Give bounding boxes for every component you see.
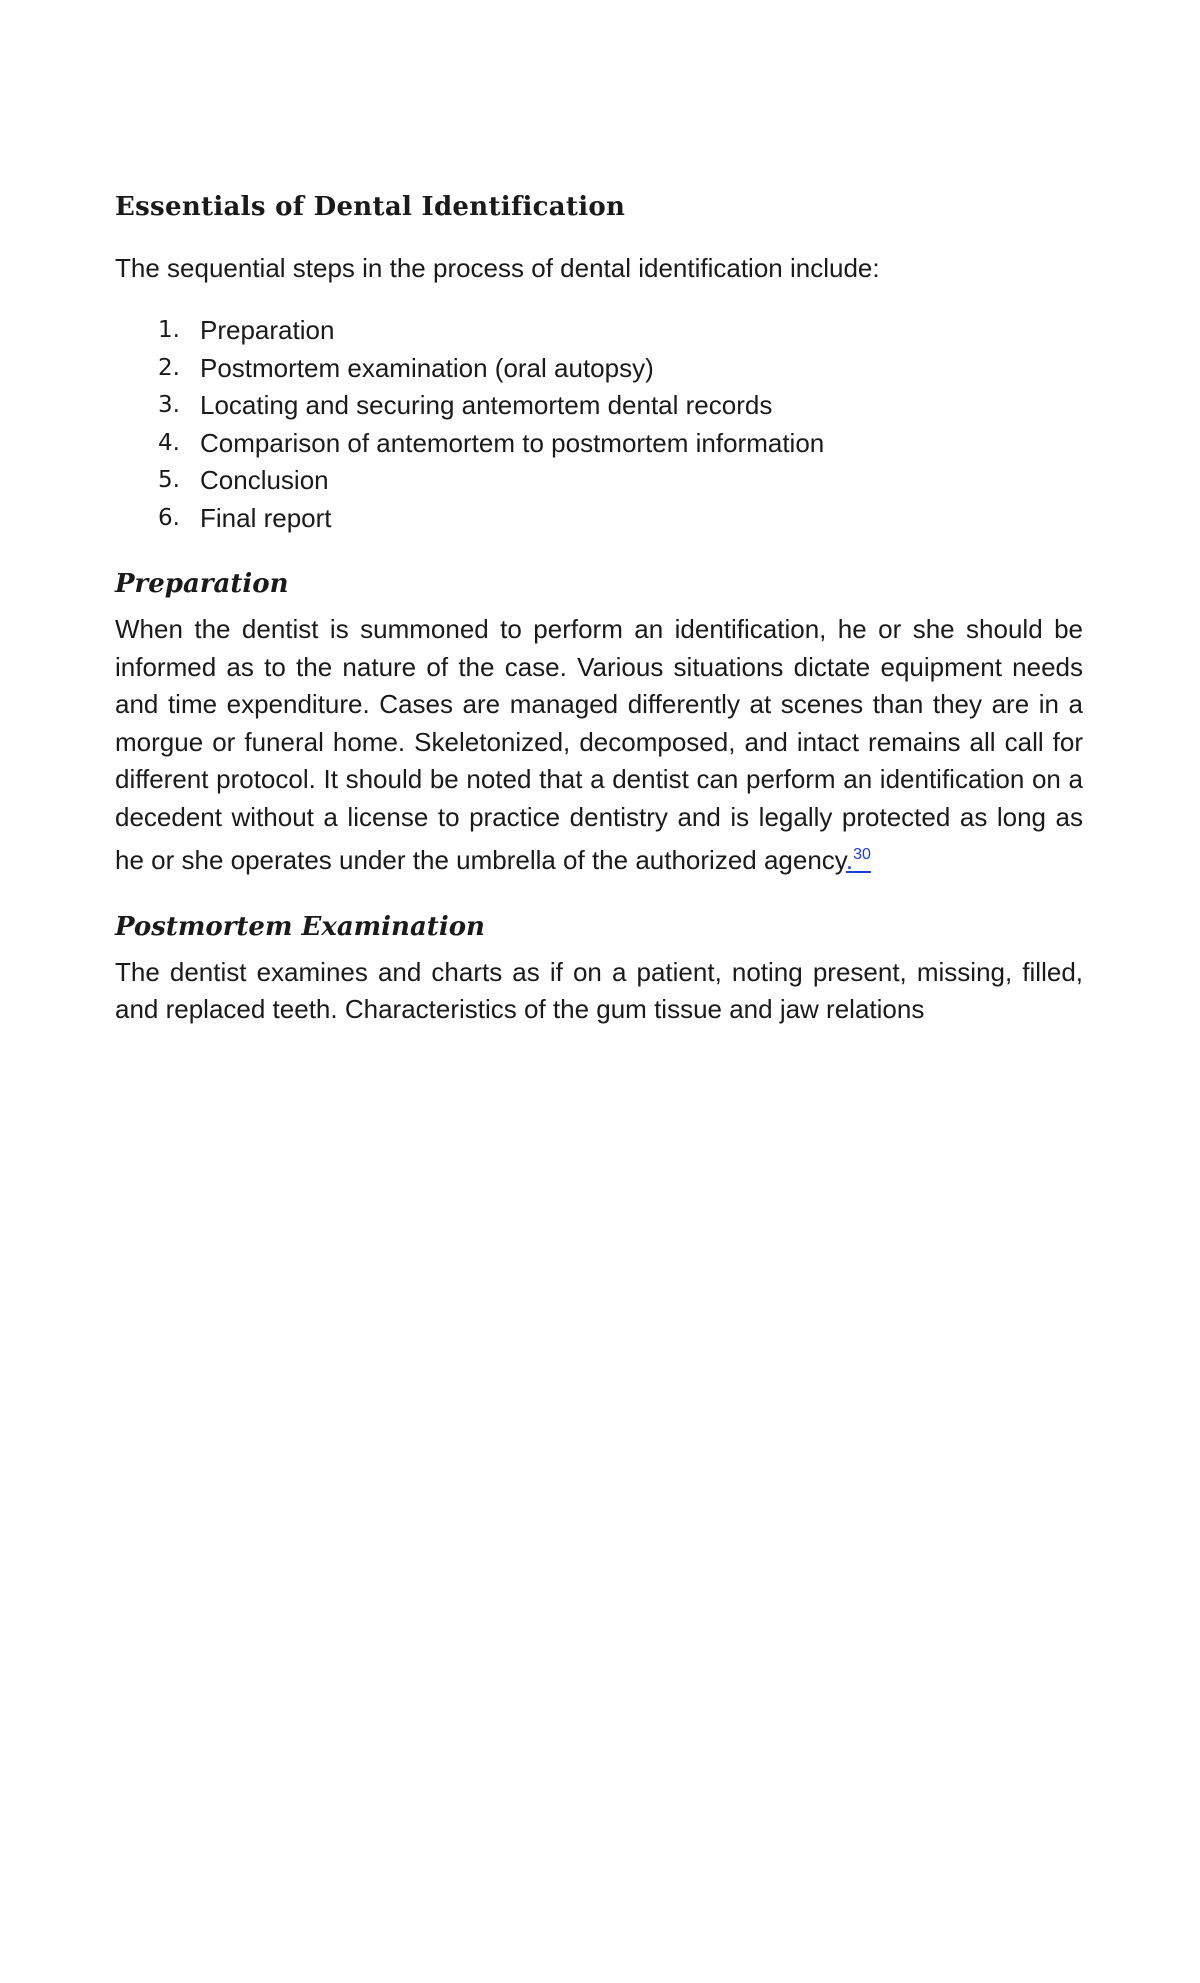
step-text: Postmortem examination (oral autopsy)	[200, 352, 654, 383]
steps-list	[115, 312, 1095, 537]
preparation-body: When the dentist is summoned to perform an identification, he or she should be informed as to the nature of the case. Various situations dictate equipment needs and time expenditure. Cases are managed differently at scenes than they are in a morgue or funeral home. Skeletonized, decomposed, and intact remains all call for different protocol. It should be noted that a dentist can perform an identification on a decedent without a license to practice dentistry and is legally protected as long as he or she operates under the umbrella of the authorized agency	[115, 614, 1083, 875]
list-item	[115, 350, 1095, 388]
step-number: 6.	[158, 504, 180, 531]
reference-number: 30	[853, 846, 871, 863]
step-text: Comparison of antemortem to postmortem information	[200, 427, 825, 458]
intro-text: The sequential steps in the process of dental identification include:	[115, 253, 880, 283]
step-number: 4.	[158, 429, 180, 456]
step-text: Preparation	[200, 315, 335, 345]
step-text: Final report	[200, 502, 332, 533]
list-item	[115, 462, 1095, 500]
list-item	[115, 387, 1095, 425]
postmortem-paragraph: The dentist examines and charts as if on a patient, noting present, missing, filled, and replaced teeth. Characteristics of the gum tissue and jaw relations	[115, 956, 1083, 1024]
step-number: 5.	[158, 467, 180, 493]
step-number: 3.	[158, 392, 180, 418]
reference-punctuation: .	[845, 845, 854, 875]
list-item	[115, 312, 1095, 350]
step-number: 1.	[158, 317, 180, 343]
reference-link[interactable]	[846, 845, 871, 875]
step-number: 2.	[158, 354, 180, 381]
section-heading-preparation: Preparation	[115, 569, 289, 599]
list-item	[115, 500, 1095, 538]
step-text: Locating and securing antemortem dental records	[200, 390, 773, 420]
preparation-paragraph	[115, 611, 1083, 880]
section-heading-postmortem: Postmortem Examination	[115, 911, 485, 942]
step-text: Conclusion	[200, 465, 329, 495]
document-page	[115, 190, 1095, 1059]
list-item	[115, 425, 1095, 463]
document-title: Essentials of Dental Identification	[115, 192, 626, 222]
